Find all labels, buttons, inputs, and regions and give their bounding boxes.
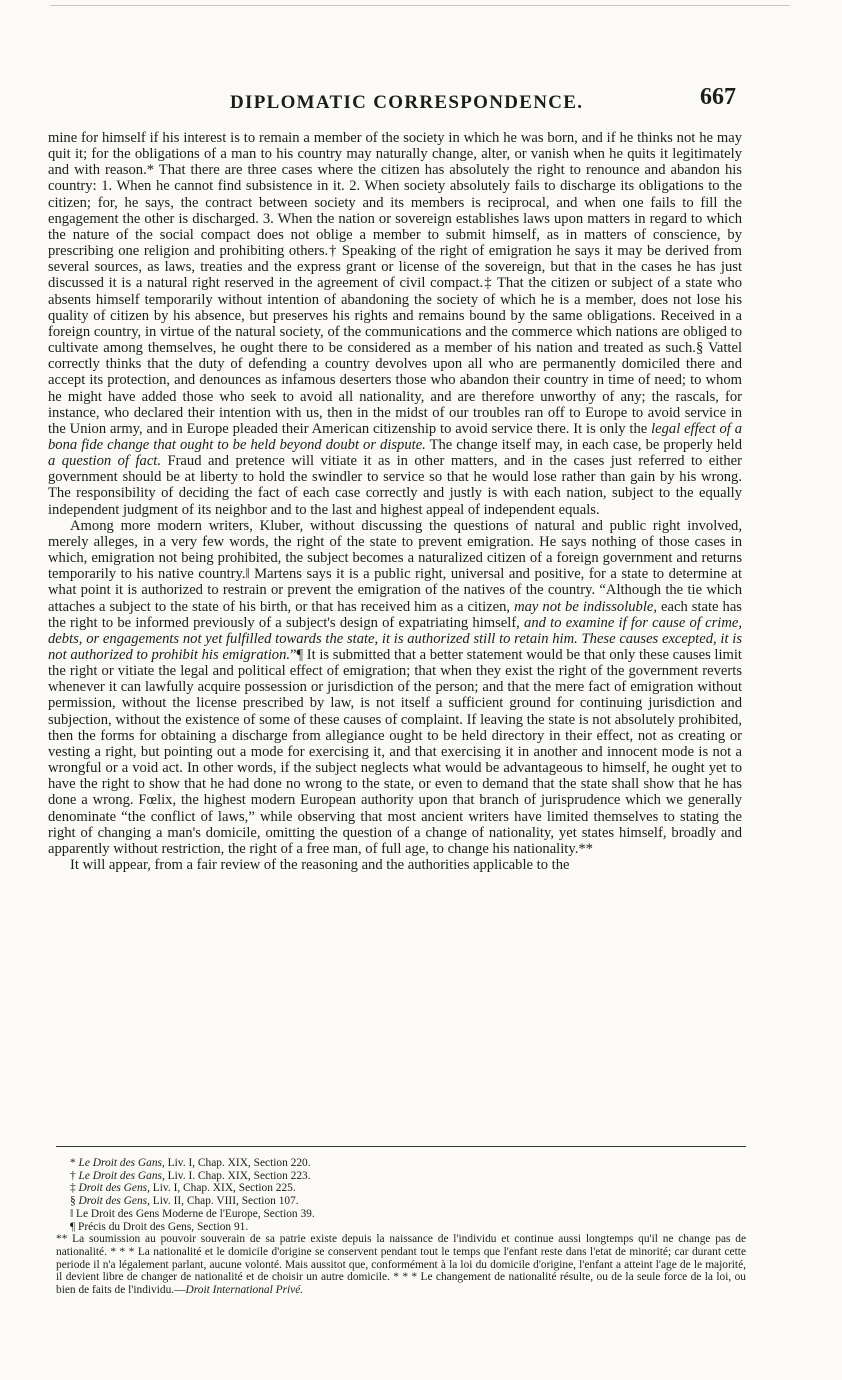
footnotes: [56, 1157, 746, 1297]
footnote-7: [56, 1233, 746, 1297]
text-run: each state has the right to be informed previously of a subject's design of expatriating himself,: [48, 598, 742, 631]
text-run: ‖ Le Droit des Gens Moderne de l'Europe, Section 39.: [70, 1207, 315, 1220]
italic-text-run: Le Droit des Gans,: [78, 1169, 165, 1182]
text-run: Liv. I, Chap. XIX, Section 220.: [164, 1157, 311, 1169]
footnote-5: [56, 1208, 746, 1221]
italic-text-run: legal effect of a bona fide change that ought to be held beyond doubt or dispute.: [48, 420, 743, 453]
text-run: †: [70, 1169, 79, 1182]
text-run: ¶ Précis du Droit des Gens, Section 91.: [70, 1220, 249, 1233]
footnote-6: [56, 1221, 746, 1234]
body-text: [48, 130, 742, 873]
footnote-1: [56, 1157, 746, 1170]
italic-text-run: Droit des Gens,: [78, 1195, 150, 1208]
italic-text-run: Droit International Privé.: [185, 1284, 304, 1297]
page-header: [48, 84, 792, 116]
paragraph-1: [48, 130, 742, 518]
italic-text-run: a question of fact.: [48, 453, 161, 470]
text-run: Among more modern writers, Kluber, without discussing the questions of natural and public right involved, merely alleges, in a very few words, the right of the state to prevent emigration. He says nothing of those cases in which, emigration not being prohibited, the subject becomes a naturalized citizen of a foreign government and returns temporarily to his native country.‖ Martens says it is a public right, universal and positive, for a state to determine at what point it is authorized to restrain or prevent the emigration of the natives of the country. “Although the tie which attaches a subject to the state of his birth, or that has received him as a citizen,: [48, 517, 742, 615]
footnote-3: [56, 1182, 746, 1195]
italic-text-run: Le Droit des Gans,: [78, 1157, 165, 1169]
text-run: Fraud and pretence will vitiate it as in other matters, and in the cases just referred to either government should be at liberty to hold the swindler to service so that he would lose rather than gain by his wrong. The responsibility of deciding the fact of each case correctly and justly is with each nation, subject to the equally independent judgment of its neighbor and to the last and highest appeal of independent equals.: [48, 453, 742, 518]
text-run: ** La soumission au pouvoir souverain de sa patrie existe depuis la naissance de l'individu et continue aussi longtemps qu'il ne change pas de nationalité. * * * La nationalité et le domicile d'origine se conservent pendant tout le temps que l'enfant reste dans l'etat de minorité; car durant cette periode il n'a légalement parlant, aucune volonté. Mais aussitot que, conformément à la loi du domicile d'origine, l'enfant a atteint l'age de le majorité, il devient libre de changer de nationalité et de choisir un autre domicile. * * * Le changement de nationalité résulte, ou de la seule force de la loi, ou bien de faits de l'individu.—: [56, 1233, 746, 1297]
text-run: The change itself may, in each case, be properly held: [425, 436, 742, 453]
top-rule: [50, 5, 790, 6]
text-run: Liv. II, Chap. VIII, Section 107.: [149, 1195, 299, 1208]
footnote-2: [56, 1170, 746, 1183]
text-run: Liv. I. Chap. XIX, Section 223.: [164, 1169, 311, 1182]
text-run: *: [70, 1157, 79, 1169]
running-title: DIPLOMATIC CORRESPONDENCE.: [230, 92, 584, 113]
paragraph-2: [48, 518, 742, 857]
page-number: 667: [700, 84, 736, 110]
paragraph-3: It will appear, from a fair review of the reasoning and the authorities applicable to the: [70, 857, 570, 874]
footnote-4: [56, 1195, 746, 1208]
text-run: ”¶ It is submitted that a better statement would be that only these causes limit the right or vitiate the legal and political effect of emigration; that when they exist the right of the government reverts whenever it can lawfully acquire possession or jurisdiction of the person; and that the mere fact of emigration without permission, without the license prescribed by law, is not itself a sufficient ground for continuing jurisdiction and subjection, without the existence of some of these causes of complaint. If leaving the state is not absolutely prohibited, then the forms for obtaining a discharge from allegiance ought to be held directory in their effect, not as creating or vesting a right, but pointing out a mode for exercising it, and that exercising it in another and innocent mode is not a wrongful or a void act. In other words, if the subject neglects what would be advantageous to himself, he ought yet to have the right to show that he had done no wrong to the state, or even to demand that the state shall show that he has done a wrong. Fœlix, the highest modern European authority upon that branch of jurisprudence which we generally denominate “the conflict of laws,” while observing that most ancient writers have limited themselves to stating the right of changing a man's domicile, omitting the question of a change of nationality, yet states himself, broadly and apparently without restriction, the right of a free man, of full age, to change his nationality.**: [48, 647, 742, 857]
italic-text-run: Droit des Gens,: [78, 1182, 150, 1195]
text-run: ‡: [70, 1182, 79, 1195]
text-run: mine for himself if his interest is to remain a member of the society in which he was born, and if he thinks not he may quit it; for the obligations of a man to his country may naturally change, alter, or vanish when he quits it legitimately and with reason.* That there are three cases where the citizen has absolutely the right to renounce and abandon his country: 1. When he cannot find subsistence in it. 2. When society absolutely fails to discharge its obligations to the citizen; for, he says, the contract between society and its members is reciprocal, and when one fails to fill the engagement the other is discharged. 3. When the nation or sovereign establishes laws upon matters in regard to which the nature of the social compact does not oblige a member to submit himself, as in matters of conscience, by prescribing one religion and prohibiting others.† Speaking of the right of emigration he says it may be derived from several sources, as laws, treaties and the express grant or license of the sovereign, but that in the cases he has just discussed it is a natural right reserved in the agreement of civil compact.‡ That the citizen or subject of a state who absents himself temporarily without intention of abandoning the society of which he is a member, does not lose his quality of citizen by his absence, but preserves his rights and remains bound by the same obligations. Received in a foreign country, in virtue of the natural society, of the communications and the commerce which nations are obliged to cultivate among themselves, he ought there to be considered as a member of his nation and treated as such.§ Vattel correctly thinks that the duty of defending a country devolves upon all who are permanently domiciled there and accept its protection, and denounces as infamous deserters those who abandon their country in time of need; to whom he might have added those who seek to avoid all nationality, and are therefore unworthy of any; the rascals, for instance, who declared their intention with us, then in the midst of our troubles ran off to Europe to avoid service in the Union army, and in Europe pleaded their American citizenship to avoid service there. It is only the: [48, 130, 742, 437]
text-run: §: [70, 1195, 79, 1208]
italic-text-run: and to examine if for cause of crime, debts, or engagements not yet fulfilled towards the state, it is authorized still to retain him. These causes excepted, it is not authorized to prohibit his emigration.: [48, 614, 742, 663]
italic-text-run: may not be indissoluble,: [514, 598, 658, 615]
footnote-divider: [56, 1146, 746, 1147]
text-run: Liv. I, Chap. XIX, Section 225.: [149, 1182, 296, 1195]
